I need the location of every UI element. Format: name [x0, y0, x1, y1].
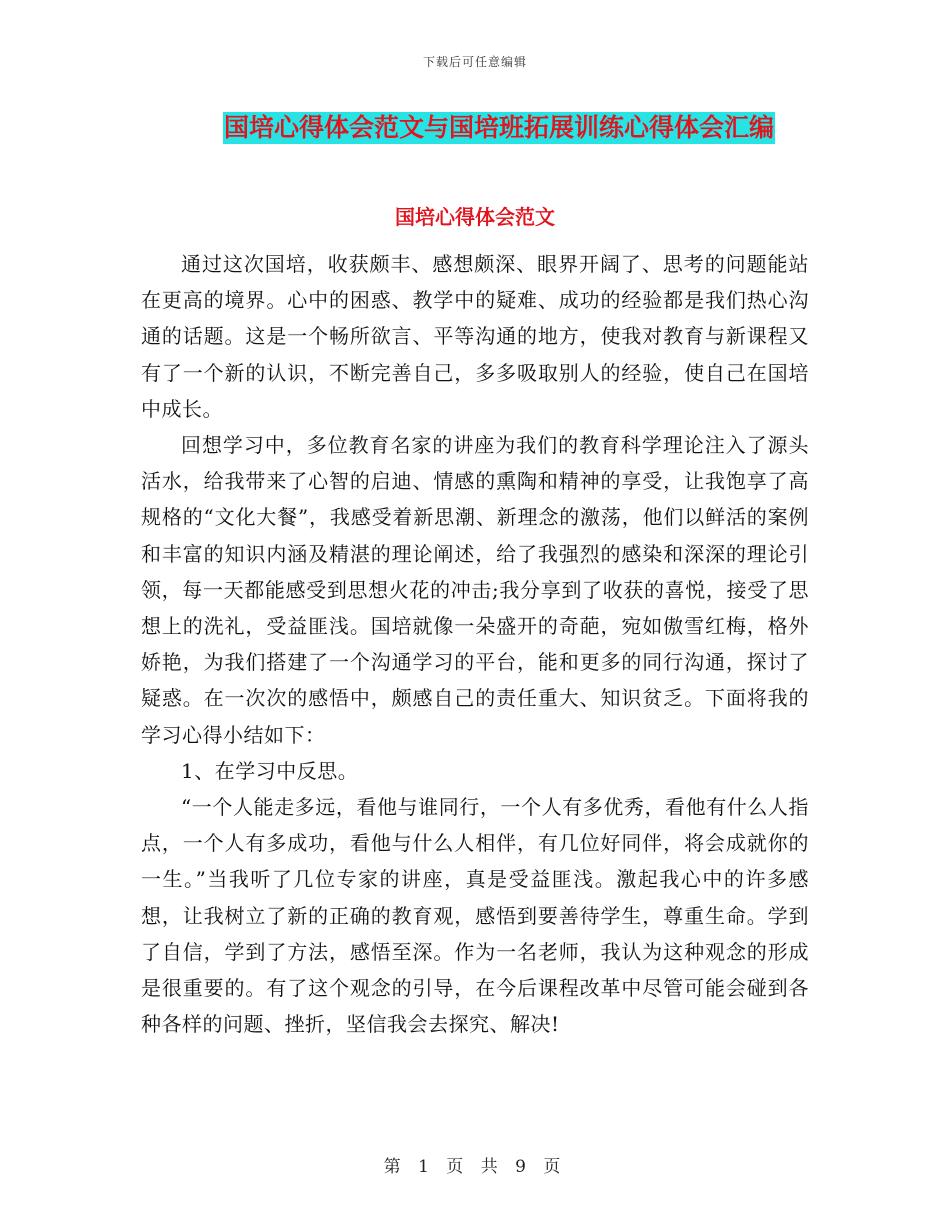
section-title: 国培心得体会范文 — [395, 205, 555, 229]
paragraph: 回想学习中，多位教育名家的讲座为我们的教育科学理论注入了源头活水，给我带来了心智的启迪、情感的熏陶和精神的享受，让我饱享了高规格的“文化大餐”，我感受着新思潮、新理念的激荡，他们以鲜活的案例和丰富的知识内涵及精湛的理论阐述，给了我强烈的感染和深深的理论引领，每一天都能感受到思想火花的冲击;我分享到了收获的喜悦，接受了思想上的洗礼，受益匪浅。国培就像一朵盛开的奇葩，宛如傲雪红梅，格外娇艳，为我们搭建了一个沟通学习的平台，能和更多的同行沟通，探讨了疑惑。在一次次的感悟中，颇感自己的责任重大、知识贫乏。下面将我的学习心得小结如下： — [141, 433, 809, 747]
header-note: 下载后可任意编辑 — [422, 55, 527, 69]
page-number: 第 1 页 共 9 页 — [383, 1157, 567, 1177]
document-title: 国培心得体会范文与国培班拓展训练心得体会汇编 — [223, 113, 774, 142]
document-title-container — [208, 112, 790, 144]
paragraph: “一个人能走多远，看他与谁同行，一个人有多优秀，看他有什么人指点，一个人有多成功，看他与什么人相伴，有几位好同伴，将会成就你的一生。”当我听了几位专家的讲座，真是受益匪浅。激起我心中的许多感想，让我树立了新的正确的教育观，感悟到要善待学生，尊重生命。学到了自信，学到了方法，感悟至深。作为一名老师，我认为这种观念的形成是很重要的。有了这个观念的引导，在今后课程改革中尽管可能会碰到各种各样的问题、挫折，坚信我会去探究、解决! — [141, 795, 809, 1037]
document-body — [141, 246, 809, 1042]
list-heading: 1、在学习中反思。 — [181, 758, 359, 783]
paragraph: 通过这次国培，收获颇丰、感想颇深、眼界开阔了、思考的问题能站在更高的境界。心中的困惑、教学中的疑难、成功的经验都是我们热心沟通的话题。这是一个畅所欲言、平等沟通的地方，使我对教育与新课程又有了一个新的认识，不断完善自己，多多吸取别人的经验，使自己在国培中成长。 — [141, 252, 809, 421]
